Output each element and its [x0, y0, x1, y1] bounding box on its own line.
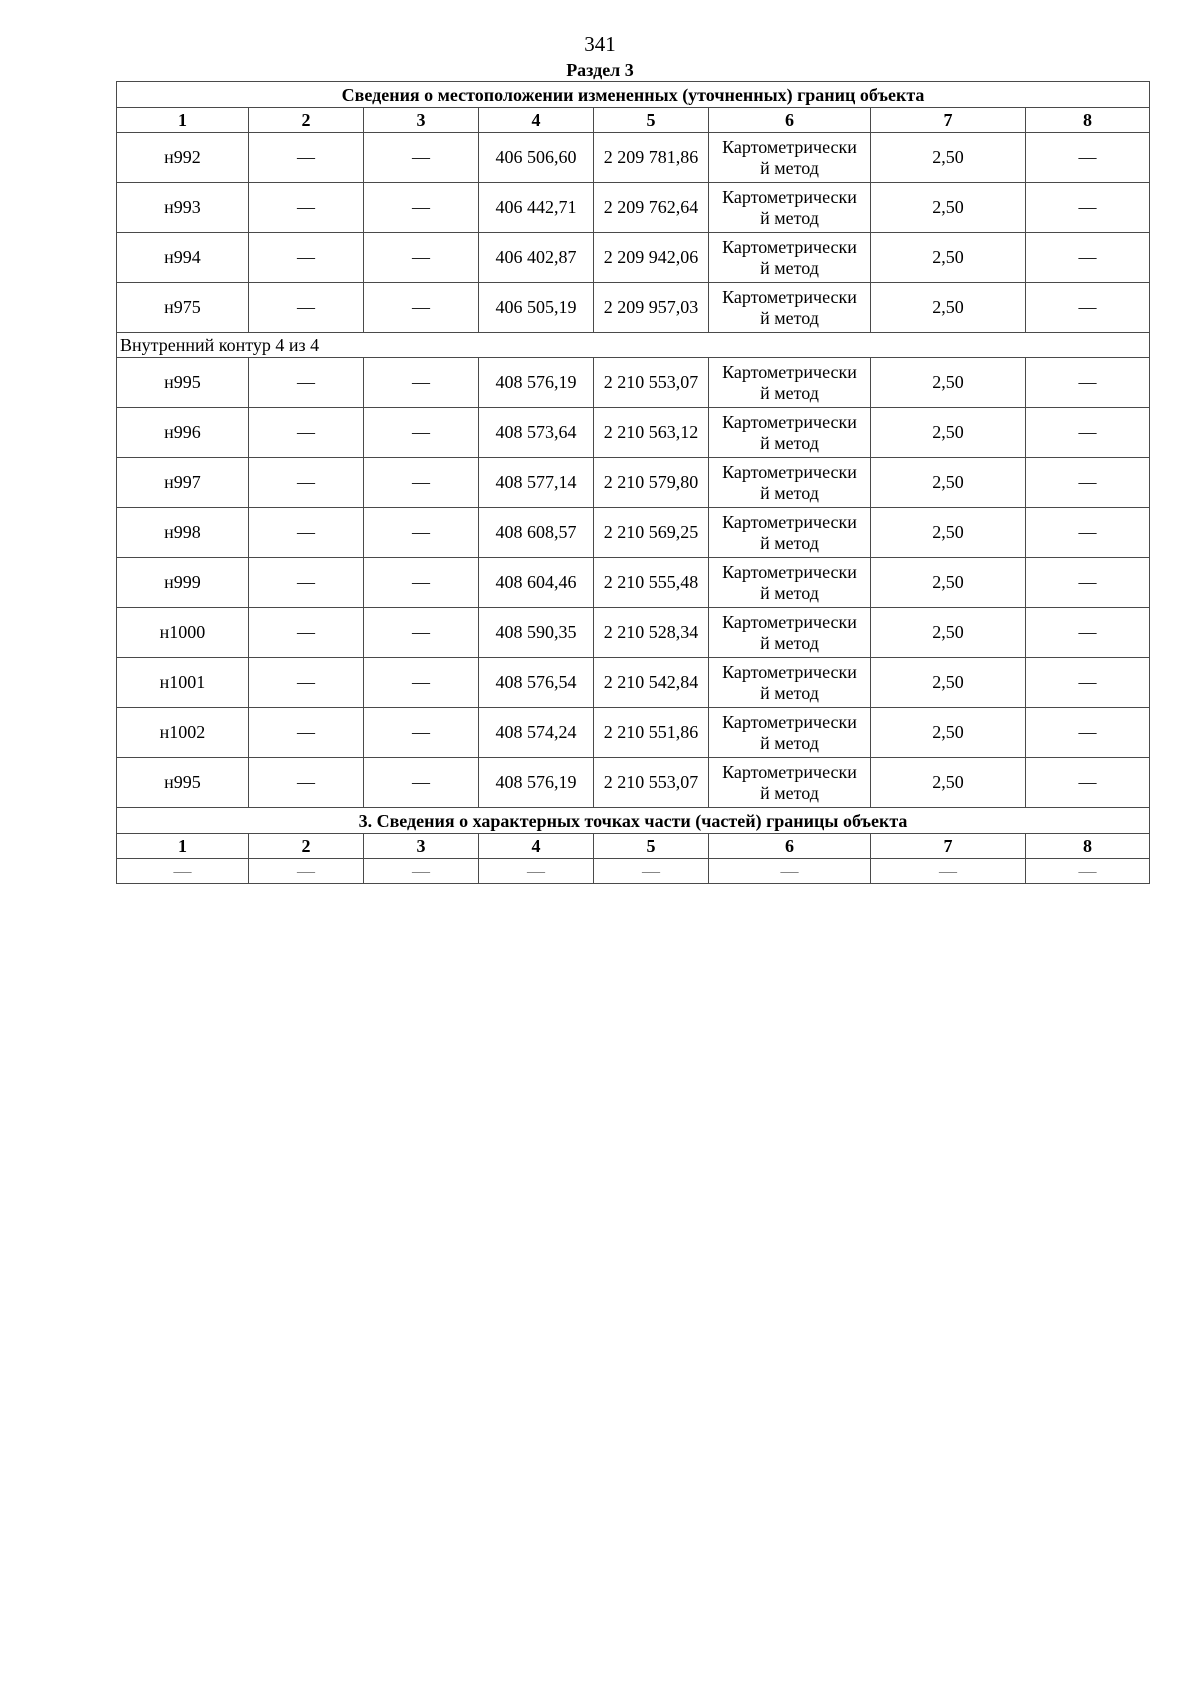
- method-line1: Картометрически: [722, 186, 857, 207]
- coordinate-y: 2 210 553,07: [594, 758, 709, 808]
- cell-col8: —: [1026, 508, 1150, 558]
- method-line1: Картометрически: [722, 236, 857, 257]
- cell-col8: —: [1026, 233, 1150, 283]
- cell-col3: —: [364, 283, 479, 333]
- table-row: [117, 508, 1150, 558]
- cell-col2: —: [249, 708, 364, 758]
- parts-empty-row: [117, 859, 1150, 884]
- method-line2: й метод: [760, 257, 819, 278]
- method-cell: [709, 708, 871, 758]
- contour-label: Внутренний контур 4 из 4: [117, 333, 1150, 358]
- accuracy: 2,50: [871, 508, 1026, 558]
- parts-column-header: 7: [871, 834, 1026, 859]
- column-header: 2: [249, 108, 364, 133]
- coordinate-y: 2 210 569,25: [594, 508, 709, 558]
- cell-col2: —: [249, 458, 364, 508]
- table-row: [117, 658, 1150, 708]
- point-name: н1000: [117, 608, 249, 658]
- table-row: [117, 758, 1150, 808]
- boundary-table: [116, 81, 1150, 884]
- column-header: 5: [594, 108, 709, 133]
- accuracy: 2,50: [871, 358, 1026, 408]
- column-header: 4: [479, 108, 594, 133]
- parts-column-header: 1: [117, 834, 249, 859]
- coordinate-x: 406 402,87: [479, 233, 594, 283]
- accuracy: 2,50: [871, 183, 1026, 233]
- coordinate-x: 408 573,64: [479, 408, 594, 458]
- cell-col3: —: [364, 358, 479, 408]
- cell-col8: —: [1026, 708, 1150, 758]
- cell-col8: —: [1026, 558, 1150, 608]
- method-cell: [709, 658, 871, 708]
- coordinate-x: 406 505,19: [479, 283, 594, 333]
- cell-col2: —: [249, 133, 364, 183]
- method-line2: й метод: [760, 307, 819, 328]
- method-line1: Картометрически: [722, 561, 857, 582]
- cell-col3: —: [364, 508, 479, 558]
- accuracy: 2,50: [871, 558, 1026, 608]
- method-cell: [709, 408, 871, 458]
- column-header-row: [117, 108, 1150, 133]
- cell-col2: —: [249, 233, 364, 283]
- method-line1: Картометрически: [722, 611, 857, 632]
- page-number: 341: [584, 32, 616, 56]
- method-cell: [709, 608, 871, 658]
- coordinate-y: 2 209 957,03: [594, 283, 709, 333]
- point-name: н992: [117, 133, 249, 183]
- method-line1: Картометрически: [722, 711, 857, 732]
- coordinate-x: 408 604,46: [479, 558, 594, 608]
- parts-column-header: 5: [594, 834, 709, 859]
- coordinate-x: 408 576,19: [479, 758, 594, 808]
- parts-title: 3. Сведения о характерных точках части (частей) границы объекта: [117, 808, 1150, 834]
- coordinate-y: 2 210 579,80: [594, 458, 709, 508]
- table-row: [117, 558, 1150, 608]
- coordinate-y: 2 209 942,06: [594, 233, 709, 283]
- point-name: н999: [117, 558, 249, 608]
- accuracy: 2,50: [871, 408, 1026, 458]
- cell-col2: —: [249, 183, 364, 233]
- cell-col3: —: [364, 558, 479, 608]
- accuracy: 2,50: [871, 608, 1026, 658]
- accuracy: 2,50: [871, 133, 1026, 183]
- cell-col3: —: [364, 708, 479, 758]
- method-cell: [709, 358, 871, 408]
- method-cell: [709, 233, 871, 283]
- parts-empty-cell: —: [871, 859, 1026, 884]
- point-name: н994: [117, 233, 249, 283]
- accuracy: 2,50: [871, 658, 1026, 708]
- table-row: [117, 283, 1150, 333]
- method-line1: Картометрически: [722, 511, 857, 532]
- table-row: [117, 708, 1150, 758]
- coordinate-y: 2 210 551,86: [594, 708, 709, 758]
- coordinate-y: 2 210 528,34: [594, 608, 709, 658]
- point-name: н1001: [117, 658, 249, 708]
- accuracy: 2,50: [871, 283, 1026, 333]
- coordinate-y: 2 209 781,86: [594, 133, 709, 183]
- parts-empty-cell: —: [594, 859, 709, 884]
- method-line2: й метод: [760, 632, 819, 653]
- method-cell: [709, 283, 871, 333]
- method-line2: й метод: [760, 482, 819, 503]
- cell-col2: —: [249, 608, 364, 658]
- coordinate-y: 2 210 555,48: [594, 558, 709, 608]
- method-line2: й метод: [760, 732, 819, 753]
- method-line1: Картометрически: [722, 761, 857, 782]
- parts-column-header-row: [117, 834, 1150, 859]
- method-line2: й метод: [760, 782, 819, 803]
- parts-empty-cell: —: [249, 859, 364, 884]
- cell-col8: —: [1026, 658, 1150, 708]
- method-cell: [709, 133, 871, 183]
- cell-col8: —: [1026, 758, 1150, 808]
- method-line1: Картометрически: [722, 136, 857, 157]
- accuracy: 2,50: [871, 458, 1026, 508]
- cell-col2: —: [249, 358, 364, 408]
- table-title-row: [117, 82, 1150, 108]
- coordinate-x: 408 576,19: [479, 358, 594, 408]
- table-row: [117, 133, 1150, 183]
- cell-col3: —: [364, 608, 479, 658]
- point-name: н996: [117, 408, 249, 458]
- coordinate-x: 408 577,14: [479, 458, 594, 508]
- cell-col2: —: [249, 758, 364, 808]
- point-name: н975: [117, 283, 249, 333]
- parts-title-row: [117, 808, 1150, 834]
- cell-col3: —: [364, 458, 479, 508]
- method-line1: Картометрически: [722, 361, 857, 382]
- table-row: [117, 408, 1150, 458]
- parts-empty-cell: —: [709, 859, 871, 884]
- parts-empty-cell: —: [479, 859, 594, 884]
- coordinate-x: 406 506,60: [479, 133, 594, 183]
- point-name: н995: [117, 758, 249, 808]
- column-header: 8: [1026, 108, 1150, 133]
- coordinate-x: 408 574,24: [479, 708, 594, 758]
- coordinate-x: 408 608,57: [479, 508, 594, 558]
- method-line2: й метод: [760, 207, 819, 228]
- point-name: н998: [117, 508, 249, 558]
- table-row: [117, 233, 1150, 283]
- method-line2: й метод: [760, 582, 819, 603]
- method-line2: й метод: [760, 382, 819, 403]
- method-cell: [709, 508, 871, 558]
- coordinate-y: 2 209 762,64: [594, 183, 709, 233]
- method-cell: [709, 183, 871, 233]
- table-row: [117, 358, 1150, 408]
- point-name: н1002: [117, 708, 249, 758]
- table-title: Сведения о местоположении измененных (уточненных) границ объекта: [117, 82, 1150, 108]
- method-line2: й метод: [760, 432, 819, 453]
- cell-col8: —: [1026, 608, 1150, 658]
- point-name: н995: [117, 358, 249, 408]
- parts-column-header: 4: [479, 834, 594, 859]
- method-line2: й метод: [760, 532, 819, 553]
- cell-col3: —: [364, 658, 479, 708]
- cell-col8: —: [1026, 283, 1150, 333]
- accuracy: 2,50: [871, 708, 1026, 758]
- method-line1: Картометрически: [722, 411, 857, 432]
- method-line2: й метод: [760, 682, 819, 703]
- contour-row: [117, 333, 1150, 358]
- coordinate-x: 408 576,54: [479, 658, 594, 708]
- parts-column-header: 2: [249, 834, 364, 859]
- point-name: н997: [117, 458, 249, 508]
- accuracy: 2,50: [871, 233, 1026, 283]
- method-line2: й метод: [760, 157, 819, 178]
- coordinate-y: 2 210 542,84: [594, 658, 709, 708]
- method-cell: [709, 558, 871, 608]
- cell-col2: —: [249, 658, 364, 708]
- column-header: 1: [117, 108, 249, 133]
- parts-empty-cell: —: [117, 859, 249, 884]
- column-header: 7: [871, 108, 1026, 133]
- method-line1: Картометрически: [722, 461, 857, 482]
- cell-col3: —: [364, 758, 479, 808]
- coordinate-x: 406 442,71: [479, 183, 594, 233]
- cell-col3: —: [364, 133, 479, 183]
- cell-col2: —: [249, 558, 364, 608]
- cell-col3: —: [364, 408, 479, 458]
- column-header: 6: [709, 108, 871, 133]
- coordinate-y: 2 210 563,12: [594, 408, 709, 458]
- table-row: [117, 458, 1150, 508]
- cell-col8: —: [1026, 358, 1150, 408]
- cell-col2: —: [249, 408, 364, 458]
- cell-col3: —: [364, 233, 479, 283]
- cell-col2: —: [249, 508, 364, 558]
- method-line1: Картометрически: [722, 286, 857, 307]
- table-row: [117, 183, 1150, 233]
- table-body: [117, 82, 1150, 884]
- parts-column-header: 6: [709, 834, 871, 859]
- cell-col3: —: [364, 183, 479, 233]
- section-title: Раздел 3: [566, 60, 634, 80]
- cell-col8: —: [1026, 133, 1150, 183]
- coordinate-y: 2 210 553,07: [594, 358, 709, 408]
- table-row: [117, 608, 1150, 658]
- method-line1: Картометрически: [722, 661, 857, 682]
- point-name: н993: [117, 183, 249, 233]
- parts-empty-cell: —: [364, 859, 479, 884]
- parts-column-header: 8: [1026, 834, 1150, 859]
- cell-col8: —: [1026, 408, 1150, 458]
- parts-column-header: 3: [364, 834, 479, 859]
- cell-col8: —: [1026, 183, 1150, 233]
- cell-col8: —: [1026, 458, 1150, 508]
- parts-empty-cell: —: [1026, 859, 1150, 884]
- cell-col2: —: [249, 283, 364, 333]
- method-cell: [709, 458, 871, 508]
- column-header: 3: [364, 108, 479, 133]
- accuracy: 2,50: [871, 758, 1026, 808]
- coordinate-x: 408 590,35: [479, 608, 594, 658]
- method-cell: [709, 758, 871, 808]
